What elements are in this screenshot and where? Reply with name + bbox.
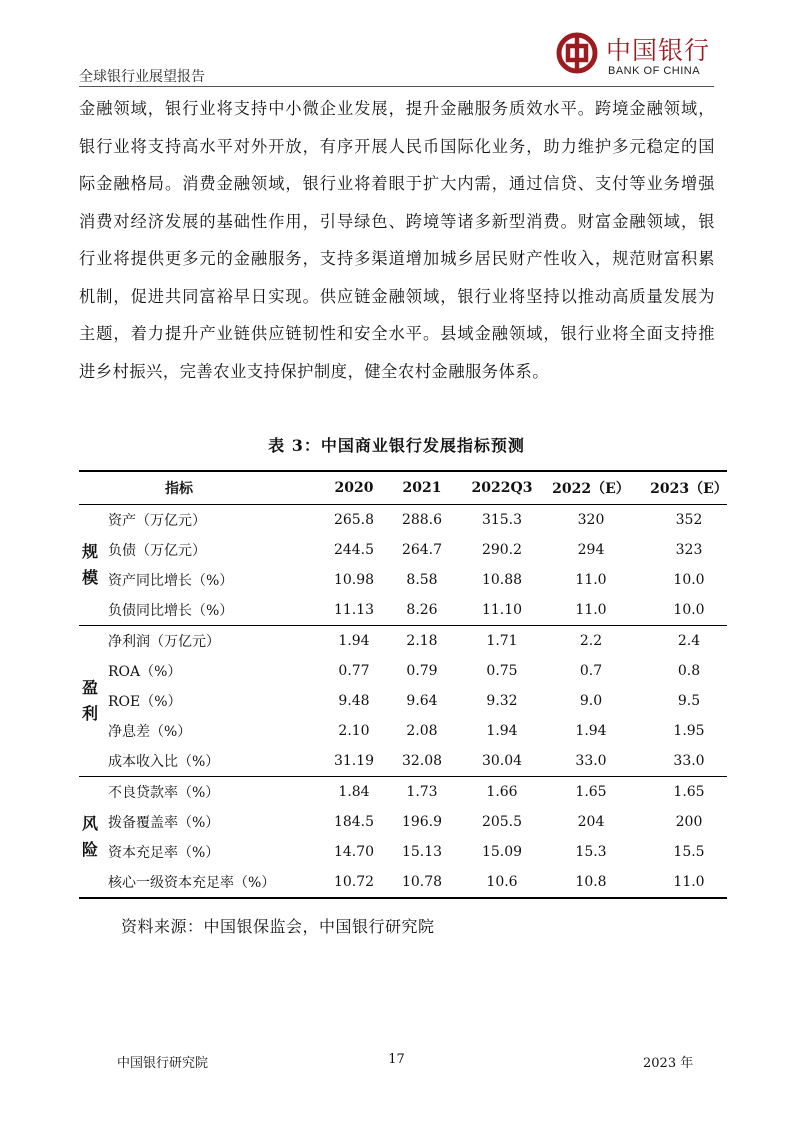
row-label: 资本充足率（%） (108, 845, 220, 861)
table-cell: 15.3 (575, 844, 607, 860)
table-cell: 0.77 (338, 663, 370, 679)
table-cell: 30.04 (481, 753, 523, 769)
table-cell: 9.32 (486, 693, 518, 709)
table-cell: 10.98 (333, 572, 375, 588)
table-cell: 315.3 (481, 512, 523, 528)
table-cell: 15.5 (673, 844, 705, 860)
row-label: ROE（%） (108, 694, 182, 710)
table-cell: 2.08 (406, 723, 438, 739)
table-cell: 10.72 (333, 874, 375, 890)
table-row (79, 595, 727, 625)
bank-of-china-logo-icon (556, 32, 598, 74)
footer-organization: 中国银行研究院 (117, 1056, 209, 1071)
table-caption: 表 3：中国商业银行发展指标预测 (268, 436, 525, 455)
row-label: 拨备覆盖率（%） (108, 815, 220, 831)
table-cell: 294 (577, 542, 605, 558)
table-cell: 9.48 (338, 693, 370, 709)
row-label: 资产同比增长（%） (108, 573, 234, 589)
table-cell: 14.70 (333, 844, 375, 860)
header-2020: 2020 (334, 480, 374, 496)
table-cell: 323 (675, 542, 703, 558)
table-cell: 290.2 (481, 542, 523, 558)
table-cell: 2.18 (406, 633, 438, 649)
table-row (79, 505, 727, 535)
logo-chinese-text: 中国银行 (606, 36, 711, 65)
table-cell: 320 (577, 512, 605, 528)
table-cell: 2.4 (677, 633, 701, 649)
table-row (79, 686, 727, 716)
table-cell: 1.94 (338, 633, 370, 649)
group-label-scale: 规 模 (81, 542, 98, 587)
table-cell: 2.2 (579, 633, 603, 649)
table-cell: 10.0 (673, 572, 705, 588)
table-cell: 33.0 (673, 753, 705, 769)
table-row (79, 746, 727, 776)
table-cell: 196.9 (401, 814, 443, 830)
table-cell: 15.09 (481, 844, 523, 860)
table-cell: 1.65 (575, 784, 607, 800)
table-cell: 1.73 (406, 784, 438, 800)
table-row (79, 777, 727, 807)
row-label: 负债（万亿元） (108, 543, 206, 559)
table-cell: 10.8 (575, 874, 607, 890)
table-cell: 10.0 (673, 602, 705, 618)
table-cell: 1.66 (486, 784, 518, 800)
body-paragraph: 金融领域，银行业将支持中小微企业发展，提升金融服务质效水平。跨境金融领域，银行业将支持高水平对外开放，有序开展人民币国际化业务，助力维护多元稳定的国际金融格局。消费金融领域，银行业将着眼于扩大内需，通过信贷、支付等业务增强消费对经济发展的基础性作用，引导绿色、跨境等诸多新型消费。财富金融领域，银行业将提供更多元的金融服务，支持多渠道增加城乡居民财产性收入，规范财富积累机制，促进共同富裕早日实现。供应链金融领域，银行业将坚持以推动高质量发展为主题，着力提升产业链供应链韧性和安全水平。县域金融领域，银行业将全面支持推进乡村振兴，完善农业支持保护制度，健全农村金融服务体系。 (79, 99, 715, 381)
group-scale (79, 505, 727, 625)
table-cell: 10.6 (486, 874, 518, 890)
table-bottom-rule (79, 897, 727, 899)
table-cell: 11.0 (575, 572, 607, 588)
header-2023e: 2023（E） (650, 481, 728, 497)
table-row (79, 716, 727, 746)
table-cell: 1.94 (486, 723, 518, 739)
header-2021: 2021 (402, 480, 442, 496)
table-cell: 288.6 (401, 512, 443, 528)
table-cell: 204 (577, 814, 605, 830)
table-cell: 31.19 (333, 753, 375, 769)
row-label: 净息差（%） (108, 724, 192, 740)
group-risk (79, 777, 727, 897)
table-cell: 9.0 (579, 693, 603, 709)
table-cell: 0.75 (486, 663, 518, 679)
row-label: 净利润（万亿元） (108, 634, 220, 650)
row-label: 负债同比增长（%） (108, 603, 234, 619)
group-label-risk: 风 险 (81, 814, 98, 859)
table-row (79, 565, 727, 595)
table-cell: 1.65 (673, 784, 705, 800)
row-label: 不良贷款率（%） (108, 785, 220, 801)
table-cell: 11.0 (575, 602, 607, 618)
table-cell: 11.10 (481, 602, 523, 618)
table-row (79, 867, 727, 897)
table-cell: 200 (675, 814, 703, 830)
header-2022q3: 2022Q3 (471, 480, 533, 496)
table-cell: 184.5 (333, 814, 375, 830)
table-cell: 1.84 (338, 784, 370, 800)
table-cell: 352 (675, 512, 703, 528)
table-cell: 2.10 (338, 723, 370, 739)
table-row (79, 807, 727, 837)
report-title: 全球银行业展望报告 (79, 69, 205, 85)
row-label: 核心一级资本充足率（%） (108, 875, 276, 891)
header-2022e: 2022（E） (552, 481, 630, 497)
table-cell: 10.78 (401, 874, 443, 890)
table-cell: 265.8 (333, 512, 375, 528)
footer-year: 2023 年 (643, 1056, 694, 1071)
table-row (79, 626, 727, 656)
page-number: 17 (388, 1052, 405, 1067)
logo-english-text: BANK OF CHINA (608, 65, 701, 77)
table-cell: 0.7 (579, 663, 603, 679)
table-source-note: 资料来源：中国银保监会，中国银行研究院 (121, 917, 435, 936)
table-cell: 8.26 (406, 602, 438, 618)
table-cell: 1.94 (575, 723, 607, 739)
header-divider (79, 86, 714, 87)
table-cell: 10.88 (481, 572, 523, 588)
table-header-row (79, 472, 727, 504)
table-cell: 0.79 (406, 663, 438, 679)
table-cell: 244.5 (333, 542, 375, 558)
table-cell: 11.13 (333, 602, 375, 618)
bank-logo (556, 27, 726, 83)
table-cell: 1.71 (486, 633, 518, 649)
group-label-profit: 盈 利 (81, 678, 98, 723)
table-cell: 0.8 (677, 663, 701, 679)
table-cell: 1.95 (673, 723, 705, 739)
header-indicator: 指标 (165, 481, 193, 497)
table-row (79, 535, 727, 565)
table-cell: 32.08 (401, 753, 443, 769)
row-label: 成本收入比（%） (108, 754, 220, 770)
table-cell: 11.0 (673, 874, 705, 890)
table-cell: 33.0 (575, 753, 607, 769)
row-label: 资产（万亿元） (108, 513, 206, 529)
table-cell: 15.13 (401, 844, 443, 860)
table-cell: 9.5 (677, 693, 701, 709)
group-profit (79, 626, 727, 776)
row-label: ROA（%） (108, 664, 182, 680)
table-cell: 264.7 (401, 542, 443, 558)
table-row (79, 656, 727, 686)
table-row (79, 837, 727, 867)
forecast-table (79, 470, 727, 899)
table-cell: 8.58 (406, 572, 438, 588)
table-cell: 9.64 (406, 693, 438, 709)
table-cell: 205.5 (481, 814, 523, 830)
